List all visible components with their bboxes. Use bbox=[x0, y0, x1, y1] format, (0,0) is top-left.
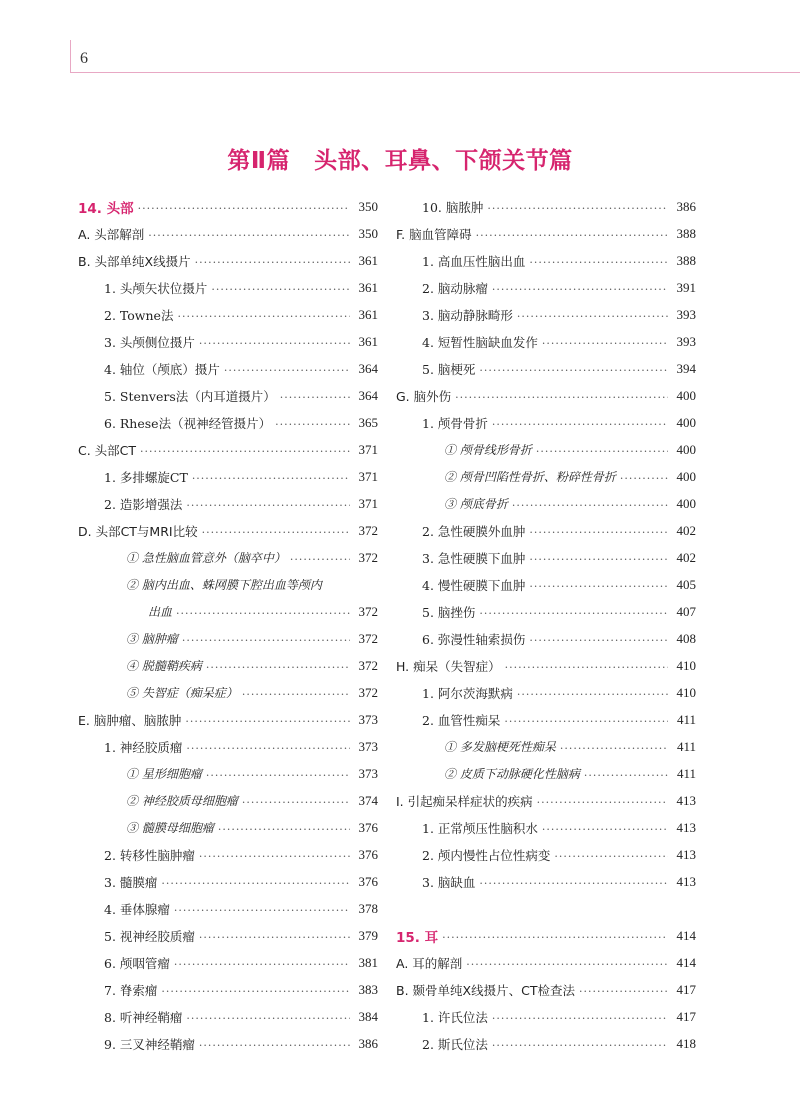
toc-entry-label: 4. 轴位（颅底）摄片 bbox=[104, 361, 220, 377]
toc-entry-label: ② 脑内出血、蛛网膜下腔出血等颅内 bbox=[126, 578, 322, 592]
dot-leader bbox=[537, 794, 668, 807]
toc-entry-label: ④ 脱髓鞘疾病 bbox=[126, 659, 202, 673]
toc-entry-label: 5. 脑梗死 bbox=[422, 361, 476, 377]
dot-leader bbox=[186, 1010, 350, 1023]
toc-entry-label: 9. 三叉神经鞘瘤 bbox=[104, 1036, 195, 1052]
part-title-subject: 头部、耳鼻、下颌关节篇 bbox=[314, 148, 573, 174]
toc-entry-page: 373 bbox=[358, 738, 378, 754]
toc-entry-label: 6. 弥漫性轴索损伤 bbox=[422, 631, 526, 647]
toc-entry[interactable] bbox=[78, 571, 378, 598]
toc-entry-page: 413 bbox=[676, 846, 696, 862]
toc-entry-label: A. 耳的解剖 bbox=[396, 955, 463, 971]
toc-entry-page: 410 bbox=[676, 684, 696, 700]
toc-spacer bbox=[396, 895, 696, 922]
dot-leader bbox=[529, 524, 668, 537]
toc-entry[interactable] bbox=[396, 274, 696, 301]
toc-entry-label: D. 头部CT与MRI比较 bbox=[78, 523, 198, 539]
toc-entry-label: 出血 bbox=[148, 605, 173, 619]
toc-entry[interactable] bbox=[396, 814, 696, 841]
header-rule bbox=[70, 72, 800, 73]
toc-entry-page: 373 bbox=[358, 711, 378, 727]
dot-leader bbox=[211, 281, 350, 294]
dot-leader bbox=[620, 470, 668, 483]
toc-entry-label: ② 神经胶质母细胞瘤 bbox=[126, 794, 238, 808]
toc-entry[interactable] bbox=[396, 220, 696, 247]
toc-entry[interactable] bbox=[78, 868, 378, 895]
dot-leader bbox=[202, 524, 350, 537]
toc-entry[interactable] bbox=[78, 436, 378, 463]
toc-entry[interactable] bbox=[78, 355, 378, 382]
dot-leader bbox=[517, 686, 668, 699]
dot-leader bbox=[199, 848, 350, 861]
toc-entry[interactable] bbox=[396, 625, 696, 652]
toc-entry-page: 402 bbox=[676, 549, 696, 565]
toc-entry-label: ② 颅骨凹陷性骨折、粉碎性骨折 bbox=[444, 470, 616, 484]
toc-entry-page: 372 bbox=[358, 603, 378, 619]
toc-entry-label: 6. 颅咽管瘤 bbox=[104, 955, 170, 971]
toc-entry-label: ① 多发脑梗死性痴呆 bbox=[444, 740, 556, 754]
toc-entry-label: 1. 神经胶质瘤 bbox=[104, 739, 183, 755]
toc-entry-page: 394 bbox=[676, 360, 696, 376]
toc-entry[interactable] bbox=[78, 652, 378, 679]
toc-entry-page: 386 bbox=[676, 198, 696, 214]
toc-entry-label: 3. 急性硬膜下血肿 bbox=[422, 550, 526, 566]
toc-entry-label: 1. 高血压性脑出血 bbox=[422, 253, 526, 269]
toc-entry[interactable] bbox=[396, 760, 696, 787]
toc-entry-page: 411 bbox=[676, 711, 696, 727]
toc-entry-page: 405 bbox=[676, 576, 696, 592]
toc-entry-label: 2. 斯氏位法 bbox=[422, 1036, 488, 1052]
toc-entry-label: 5. Stenvers法（内耳道摄片） bbox=[104, 388, 276, 404]
toc-entry-page: 376 bbox=[358, 873, 378, 889]
toc-entry-page: 411 bbox=[676, 738, 696, 754]
dot-leader bbox=[186, 740, 350, 753]
dot-leader bbox=[529, 254, 668, 267]
toc-entry-label: 14. 头部 bbox=[78, 200, 134, 217]
toc-entry-page: 364 bbox=[358, 387, 378, 403]
dot-leader bbox=[479, 362, 668, 375]
dot-leader bbox=[529, 632, 668, 645]
dot-leader bbox=[487, 200, 668, 213]
toc-entry-page: 361 bbox=[358, 333, 378, 349]
toc-entry[interactable] bbox=[78, 301, 378, 328]
toc-entry-label: B. 头部单纯X线摄片 bbox=[78, 253, 191, 269]
dot-leader bbox=[174, 956, 350, 969]
toc-entry-label: 2. 颅内慢性占位性病变 bbox=[422, 847, 551, 863]
toc-entry[interactable] bbox=[78, 922, 378, 949]
toc-entry[interactable] bbox=[396, 517, 696, 544]
toc-entry-label: 2. 造影增强法 bbox=[104, 496, 183, 512]
toc-entry-label: ① 星形细胞瘤 bbox=[126, 767, 202, 781]
toc-entry[interactable] bbox=[78, 1003, 378, 1030]
dot-leader bbox=[177, 308, 350, 321]
dot-leader bbox=[492, 416, 668, 429]
dot-leader bbox=[161, 875, 350, 888]
toc-entry-label: 3. 脑动静脉畸形 bbox=[422, 307, 513, 323]
toc-entry-page: 364 bbox=[358, 360, 378, 376]
dot-leader bbox=[280, 389, 350, 402]
toc-entry[interactable] bbox=[78, 625, 378, 652]
toc-entry-label: 4. 慢性硬膜下血肿 bbox=[422, 577, 526, 593]
dot-leader bbox=[218, 821, 350, 834]
toc-entry[interactable] bbox=[396, 733, 696, 760]
dot-leader bbox=[275, 416, 350, 429]
dot-leader bbox=[206, 767, 350, 780]
toc-entry-label: ① 颅骨线形骨折 bbox=[444, 443, 532, 457]
dot-leader bbox=[529, 578, 668, 591]
dot-leader bbox=[206, 659, 350, 672]
toc-entry[interactable] bbox=[396, 355, 696, 382]
dot-leader bbox=[536, 443, 668, 456]
dot-leader bbox=[138, 200, 350, 213]
toc-entry[interactable] bbox=[396, 868, 696, 895]
toc-chapter-entry[interactable] bbox=[78, 193, 378, 220]
dot-leader bbox=[455, 389, 668, 402]
toc-entry[interactable] bbox=[78, 544, 378, 571]
dot-leader bbox=[174, 902, 350, 915]
toc-entry-label: ① 急性脑血管意外（脑卒中） bbox=[126, 551, 286, 565]
toc-entry-label: 1. 正常颅压性脑积水 bbox=[422, 820, 538, 836]
toc-entry-label: 1. 颅骨骨折 bbox=[422, 415, 488, 431]
dot-leader bbox=[492, 1037, 668, 1050]
toc-entry-page: 381 bbox=[358, 954, 378, 970]
toc-entry-label: 3. 脑缺血 bbox=[422, 874, 476, 890]
toc-entry-label: 5. 视神经胶质瘤 bbox=[104, 928, 195, 944]
toc-entry-page: 414 bbox=[676, 927, 696, 943]
dot-leader bbox=[479, 605, 668, 618]
toc-entry[interactable] bbox=[78, 247, 378, 274]
dot-leader bbox=[186, 497, 350, 510]
toc-entry-label: 6. Rhese法（视神经管摄片） bbox=[104, 415, 272, 431]
toc-entry[interactable] bbox=[396, 679, 696, 706]
toc-entry-page: 410 bbox=[676, 657, 696, 673]
toc-entry[interactable] bbox=[78, 274, 378, 301]
toc-entry-page: 393 bbox=[676, 333, 696, 349]
toc-entry-label: 2. 转移性脑肿瘤 bbox=[104, 847, 195, 863]
toc-entry-label: 2. 脑动脉瘤 bbox=[422, 280, 488, 296]
toc-entry-page: 402 bbox=[676, 522, 696, 538]
toc-entry-label: I. 引起痴呆样症状的疾病 bbox=[396, 793, 533, 809]
toc-entry-page: 418 bbox=[676, 1035, 696, 1051]
dot-leader bbox=[542, 335, 668, 348]
toc-entry[interactable] bbox=[396, 1030, 696, 1057]
toc-entry-page: 413 bbox=[676, 792, 696, 808]
toc-entry[interactable] bbox=[78, 733, 378, 760]
toc-entry-page: 413 bbox=[676, 873, 696, 889]
toc-entry[interactable] bbox=[396, 1003, 696, 1030]
toc-entry[interactable] bbox=[396, 544, 696, 571]
toc-entry-page: 413 bbox=[676, 819, 696, 835]
toc-entry-page: 361 bbox=[358, 252, 378, 268]
toc-entry-page: 373 bbox=[358, 765, 378, 781]
toc-entry-label: ③ 颅底骨折 bbox=[444, 497, 508, 511]
toc-entry[interactable] bbox=[78, 490, 378, 517]
toc-entry-label: C. 头部CT bbox=[78, 442, 137, 458]
toc-entry[interactable] bbox=[396, 652, 696, 679]
header-tick bbox=[70, 40, 71, 72]
toc-entry-page: 391 bbox=[676, 279, 696, 295]
dot-leader bbox=[192, 470, 350, 483]
toc-entry[interactable] bbox=[78, 841, 378, 868]
toc-entry[interactable] bbox=[78, 598, 378, 625]
toc-entry-label: ② 皮质下动脉硬化性脑病 bbox=[444, 767, 580, 781]
toc-entry[interactable] bbox=[396, 976, 696, 1003]
toc-entry[interactable] bbox=[396, 949, 696, 976]
part-title-number: 第Ⅱ篇 bbox=[227, 148, 291, 174]
toc-entry[interactable] bbox=[78, 706, 378, 733]
toc-entry[interactable] bbox=[396, 490, 696, 517]
toc-entry-page: 374 bbox=[358, 792, 378, 808]
toc-entry-page: 378 bbox=[358, 900, 378, 916]
toc-entry-page: 361 bbox=[358, 306, 378, 322]
toc-entry-label: ③ 髓膜母细胞瘤 bbox=[126, 821, 214, 835]
toc-entry-label: 2. 血管性痴呆 bbox=[422, 712, 501, 728]
toc-entry-page: 372 bbox=[358, 630, 378, 646]
toc-entry[interactable] bbox=[396, 598, 696, 625]
toc-entry[interactable] bbox=[396, 841, 696, 868]
toc-entry-page: 371 bbox=[358, 468, 378, 484]
toc-entry-page: 350 bbox=[358, 225, 378, 241]
toc-entry-page: 365 bbox=[358, 414, 378, 430]
dot-leader bbox=[242, 686, 350, 699]
toc-entry[interactable] bbox=[78, 463, 378, 490]
toc-entry-page: 417 bbox=[676, 981, 696, 997]
toc-entry-label: H. 痴呆（失智症） bbox=[396, 658, 501, 674]
toc-entry-page: 393 bbox=[676, 306, 696, 322]
dot-leader bbox=[529, 551, 668, 564]
dot-leader bbox=[560, 740, 668, 753]
toc-entry[interactable] bbox=[396, 247, 696, 274]
toc-entry-label: A. 头部解剖 bbox=[78, 226, 145, 242]
toc-entry-label: 10. 脑脓肿 bbox=[422, 199, 484, 215]
dot-leader bbox=[140, 443, 350, 456]
dot-leader bbox=[512, 497, 668, 510]
toc-entry-label: 2. 急性硬膜外血肿 bbox=[422, 523, 526, 539]
part-title bbox=[0, 142, 800, 175]
toc-entry-page: 372 bbox=[358, 657, 378, 673]
toc-entry[interactable] bbox=[78, 787, 378, 814]
page-number: 6 bbox=[80, 50, 88, 67]
toc-entry-page: 376 bbox=[358, 846, 378, 862]
toc-entry-page: 414 bbox=[676, 954, 696, 970]
toc-entry[interactable] bbox=[78, 679, 378, 706]
toc-entry-page: 376 bbox=[358, 819, 378, 835]
toc-entry[interactable] bbox=[78, 1030, 378, 1057]
toc-entry-page: 417 bbox=[676, 1008, 696, 1024]
toc-entry-page: 400 bbox=[676, 414, 696, 430]
toc-right-column bbox=[396, 193, 696, 1057]
dot-leader bbox=[504, 713, 668, 726]
toc-entry-page: 350 bbox=[358, 198, 378, 214]
dot-leader bbox=[182, 632, 350, 645]
toc-entry-page: 400 bbox=[676, 387, 696, 403]
toc-entry-page: 411 bbox=[676, 765, 696, 781]
toc-entry[interactable] bbox=[396, 193, 696, 220]
toc-entry[interactable] bbox=[396, 436, 696, 463]
toc-entry[interactable] bbox=[78, 895, 378, 922]
dot-leader bbox=[584, 767, 668, 780]
dot-leader bbox=[492, 1010, 668, 1023]
toc-entry[interactable] bbox=[396, 301, 696, 328]
toc-entry[interactable] bbox=[78, 814, 378, 841]
toc-entry-page: 386 bbox=[358, 1035, 378, 1051]
toc-entry-label: 1. 头颅矢状位摄片 bbox=[104, 280, 208, 296]
toc-entry-label: 4. 垂体腺瘤 bbox=[104, 901, 170, 917]
dot-leader bbox=[199, 929, 350, 942]
toc-entry-page: 388 bbox=[676, 225, 696, 241]
toc-entry-label: B. 颞骨单纯X线摄片、CT检查法 bbox=[396, 982, 575, 998]
toc-left-column bbox=[78, 193, 378, 1057]
toc-entry-label: G. 脑外伤 bbox=[396, 388, 452, 404]
toc-entry-page: 383 bbox=[358, 981, 378, 997]
dot-leader bbox=[199, 335, 350, 348]
dot-leader bbox=[199, 1037, 350, 1050]
toc-entry-page: 400 bbox=[676, 495, 696, 511]
toc-entry-page: 384 bbox=[358, 1008, 378, 1024]
dot-leader bbox=[466, 956, 668, 969]
dot-leader bbox=[579, 983, 668, 996]
toc-entry-label: 8. 听神经鞘瘤 bbox=[104, 1009, 183, 1025]
toc-entry-label: F. 脑血管障碍 bbox=[396, 226, 472, 242]
toc-entry-page: 372 bbox=[358, 549, 378, 565]
dot-leader bbox=[492, 281, 668, 294]
dot-leader bbox=[290, 551, 350, 564]
toc-entry[interactable] bbox=[78, 949, 378, 976]
toc-entry-page: 371 bbox=[358, 495, 378, 511]
toc-entry-label: 1. 多排螺旋CT bbox=[104, 469, 188, 485]
dot-leader bbox=[176, 605, 350, 618]
toc-entry[interactable] bbox=[396, 787, 696, 814]
toc-entry[interactable] bbox=[78, 760, 378, 787]
toc-entry[interactable] bbox=[396, 463, 696, 490]
toc-entry-page: 388 bbox=[676, 252, 696, 268]
toc-entry[interactable] bbox=[78, 517, 378, 544]
toc-entry-page: 372 bbox=[358, 684, 378, 700]
dot-leader bbox=[442, 929, 668, 942]
toc-entry-label: 7. 脊索瘤 bbox=[104, 982, 158, 998]
toc-entry-label: 4. 短暂性脑缺血发作 bbox=[422, 334, 538, 350]
dot-leader bbox=[517, 308, 668, 321]
toc-entry-page: 372 bbox=[358, 522, 378, 538]
dot-leader bbox=[476, 227, 668, 240]
dot-leader bbox=[195, 254, 350, 267]
toc-entry-label: 3. 头颅侧位摄片 bbox=[104, 334, 195, 350]
toc-entry[interactable] bbox=[396, 706, 696, 733]
toc-entry-label: 2. Towne法 bbox=[104, 307, 174, 323]
toc-entry-page: 371 bbox=[358, 441, 378, 457]
toc-entry-label: 1. 许氏位法 bbox=[422, 1009, 488, 1025]
dot-leader bbox=[224, 362, 350, 375]
toc-entry-label: ⑤ 失智症（痴呆症） bbox=[126, 686, 238, 700]
toc-entry-page: 407 bbox=[676, 603, 696, 619]
toc-entry[interactable] bbox=[396, 328, 696, 355]
toc-entry[interactable] bbox=[78, 409, 378, 436]
dot-leader bbox=[148, 227, 350, 240]
dot-leader bbox=[505, 659, 668, 672]
toc-entry-page: 400 bbox=[676, 441, 696, 457]
toc-entry-page: 400 bbox=[676, 468, 696, 484]
toc-entry[interactable] bbox=[396, 409, 696, 436]
toc-entry-label: ③ 脑肿瘤 bbox=[126, 632, 178, 646]
dot-leader bbox=[542, 821, 668, 834]
toc-entry[interactable] bbox=[396, 571, 696, 598]
dot-leader bbox=[161, 983, 350, 996]
toc-entry[interactable] bbox=[396, 382, 696, 409]
dot-leader bbox=[479, 875, 668, 888]
toc-entry-page: 379 bbox=[358, 927, 378, 943]
toc-chapter-entry[interactable] bbox=[396, 922, 696, 949]
toc-entry-label: 15. 耳 bbox=[396, 929, 439, 946]
toc-entry-page: 408 bbox=[676, 630, 696, 646]
toc-entry-label: 1. 阿尔茨海默病 bbox=[422, 685, 513, 701]
toc-entry-page: 361 bbox=[358, 279, 378, 295]
toc-entry[interactable] bbox=[78, 328, 378, 355]
dot-leader bbox=[185, 713, 350, 726]
toc-entry[interactable] bbox=[78, 382, 378, 409]
toc-entry-label: 5. 脑挫伤 bbox=[422, 604, 476, 620]
toc-entry-label: E. 脑肿瘤、脑脓肿 bbox=[78, 712, 182, 728]
toc-entry-label: 3. 髓膜瘤 bbox=[104, 874, 158, 890]
toc-entry[interactable] bbox=[78, 976, 378, 1003]
toc-entry[interactable] bbox=[78, 220, 378, 247]
dot-leader bbox=[554, 848, 668, 861]
dot-leader bbox=[242, 794, 350, 807]
